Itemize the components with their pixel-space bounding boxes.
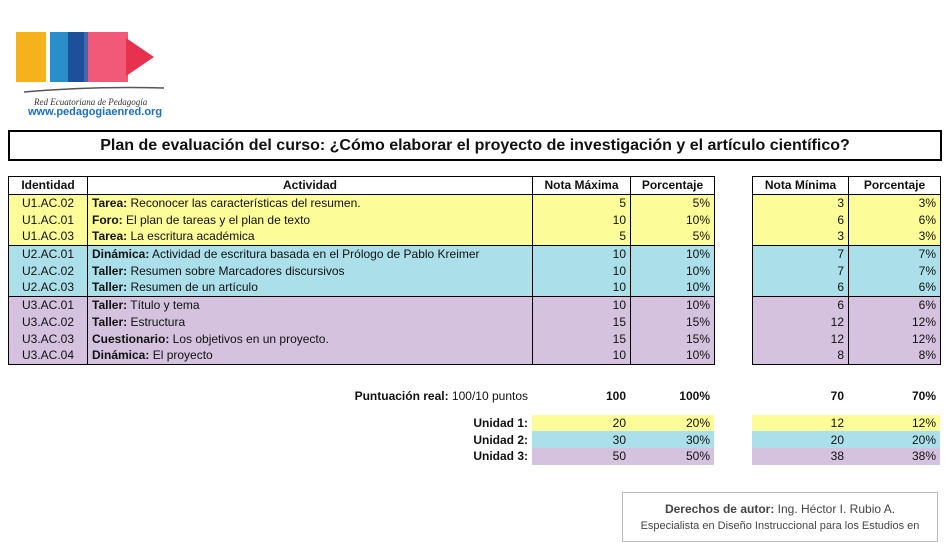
table-row (9, 245, 715, 262)
website-link[interactable]: www.pedagogiaenred.org (28, 106, 163, 118)
activity-id: U3.AC.01 (9, 296, 88, 313)
unit-summary-row (300, 415, 940, 432)
nota-minima: 3 (753, 194, 849, 211)
activity-text: El proyecto (149, 348, 213, 363)
activity-id: U2.AC.02 (9, 262, 88, 279)
table-row (753, 330, 941, 347)
unit-max: 50 (532, 448, 630, 465)
nota-minima: 7 (753, 245, 849, 262)
activity-text: Resumen de un artículo (127, 280, 258, 295)
spacer (714, 431, 752, 448)
activity-cell (88, 228, 533, 245)
nota-maxima: 10 (533, 279, 631, 296)
table-row (9, 314, 715, 331)
unit-label: Unidad 3: (473, 449, 528, 464)
nota-minima: 12 (753, 314, 849, 331)
copyright-label: Derechos de autor: (664, 502, 775, 516)
activity-type: Dinámica: (92, 247, 150, 262)
activity-type: Foro: (92, 212, 123, 227)
header-identidad: Identidad (9, 177, 88, 195)
unit-label: Unidad 2: (473, 432, 528, 447)
evaluation-table (8, 176, 715, 365)
porcentaje: 10% (631, 296, 715, 313)
total-max: 100 (605, 389, 626, 404)
unit-pct: 50% (630, 448, 714, 465)
unit-min: 12 (752, 415, 848, 432)
nota-maxima: 10 (533, 245, 631, 262)
activity-cell (88, 194, 533, 211)
activity-id: U2.AC.01 (9, 245, 88, 262)
table-row (753, 347, 941, 364)
nota-maxima: 15 (533, 314, 631, 331)
copyright-box (622, 492, 938, 542)
spacer (714, 415, 752, 432)
nota-maxima: 10 (533, 296, 631, 313)
porcentaje-minimo: 6% (849, 296, 941, 313)
page-title: Plan de evaluación del curso: ¿Cómo elaborar el proyecto de investigación y el artículo científico? (8, 130, 942, 161)
total-pct: 100% (679, 389, 710, 404)
table-row (9, 211, 715, 228)
nota-minima: 6 (753, 211, 849, 228)
porcentaje: 10% (631, 211, 715, 228)
porcentaje-minimo: 7% (849, 262, 941, 279)
nota-minima: 12 (753, 330, 849, 347)
nota-minima: 3 (753, 228, 849, 245)
activity-text: Resumen sobre Marcadores discursivos (127, 263, 345, 278)
activity-id: U1.AC.01 (9, 211, 88, 228)
porcentaje: 10% (631, 262, 715, 279)
unit-min: 38 (752, 448, 848, 465)
activity-text: La escritura académica (127, 229, 255, 244)
activity-type: Taller: (92, 263, 128, 278)
table-row (753, 228, 941, 245)
table-row (753, 245, 941, 262)
activity-type: Tarea: (92, 196, 128, 211)
activity-cell (88, 262, 533, 279)
header-nota-maxima: Nota Máxima (533, 177, 631, 195)
table-row (9, 228, 715, 245)
porcentaje-minimo: 6% (849, 211, 941, 228)
nota-maxima: 10 (533, 347, 631, 364)
table-row (9, 330, 715, 347)
spacer (714, 448, 752, 465)
table-row (753, 296, 941, 313)
unit-min-pct: 12% (848, 415, 940, 432)
nota-maxima: 15 (533, 330, 631, 347)
table-row (9, 279, 715, 296)
unit-label: Unidad 1: (473, 416, 528, 431)
nota-minima: 6 (753, 296, 849, 313)
activity-type: Taller: (92, 314, 128, 329)
total-min: 70 (830, 389, 844, 404)
activity-cell (88, 279, 533, 296)
activity-text: Los objetivos en un proyecto. (169, 331, 329, 346)
header-nota-minima: Nota Mínima (753, 177, 849, 195)
header-porcentaje: Porcentaje (631, 177, 715, 195)
author-title: Especialista en Diseño Instruccional para los Estudios en (640, 520, 920, 532)
activity-cell (88, 347, 533, 364)
table-row (753, 314, 941, 331)
table-row (753, 262, 941, 279)
unit-max: 30 (532, 431, 630, 448)
unit-min: 20 (752, 431, 848, 448)
table-row (9, 296, 715, 313)
porcentaje: 10% (631, 245, 715, 262)
nota-minima: 8 (753, 347, 849, 364)
porcentaje: 15% (631, 330, 715, 347)
unit-min-pct: 38% (848, 448, 940, 465)
activity-cell (88, 296, 533, 313)
porcentaje: 15% (631, 314, 715, 331)
activity-text: Estructura (127, 314, 186, 329)
header-actividad: Actividad (88, 177, 533, 195)
porcentaje-minimo: 8% (849, 347, 941, 364)
total-row (300, 388, 940, 405)
activity-id: U3.AC.04 (9, 347, 88, 364)
porcentaje-minimo: 12% (849, 330, 941, 347)
porcentaje-minimo: 3% (849, 228, 941, 245)
unit-pct: 20% (630, 415, 714, 432)
unit-max: 20 (532, 415, 630, 432)
table-row (753, 279, 941, 296)
minimum-table (752, 176, 941, 365)
porcentaje: 5% (631, 194, 715, 211)
activity-id: U1.AC.02 (9, 194, 88, 211)
total-min-pct: 70% (911, 389, 936, 404)
activity-cell (88, 314, 533, 331)
activity-text: Título y tema (127, 298, 200, 313)
porcentaje: 10% (631, 347, 715, 364)
porcentaje-minimo: 12% (849, 314, 941, 331)
activity-type: Taller: (92, 280, 128, 295)
activity-cell (88, 245, 533, 262)
header-porcentaje-min: Porcentaje (849, 177, 941, 195)
total-detail: 100/10 puntos (448, 389, 528, 404)
activity-text: Actividad de escritura basada en el Prólogo de Pablo Kreimer (149, 247, 480, 262)
unit-summary-row (300, 431, 940, 448)
unit-pct: 30% (630, 431, 714, 448)
nota-maxima: 5 (533, 194, 631, 211)
nota-maxima: 10 (533, 211, 631, 228)
porcentaje-minimo: 3% (849, 194, 941, 211)
activity-id: U3.AC.03 (9, 330, 88, 347)
activity-type: Tarea: (92, 229, 128, 244)
unit-summary-row (300, 448, 940, 465)
nota-maxima: 10 (533, 262, 631, 279)
activity-type: Cuestionario: (92, 331, 170, 346)
table-row (753, 194, 941, 211)
summary-table (300, 388, 940, 465)
total-label: Puntuación real: (354, 389, 449, 404)
activity-id: U3.AC.02 (9, 314, 88, 331)
activity-cell (88, 211, 533, 228)
unit-min-pct: 20% (848, 431, 940, 448)
porcentaje-minimo: 7% (849, 245, 941, 262)
activity-type: Dinámica: (92, 348, 150, 363)
table-row (9, 194, 715, 211)
activity-cell (88, 330, 533, 347)
nota-minima: 7 (753, 262, 849, 279)
svg-text:Red Ecuatoriana de Pedagogía: Red Ecuatoriana de Pedagogía (34, 97, 148, 107)
porcentaje-minimo: 6% (849, 279, 941, 296)
copyright-author: Ing. Héctor I. Rubio A. (774, 502, 896, 516)
table-row (9, 262, 715, 279)
porcentaje: 10% (631, 279, 715, 296)
activity-id: U2.AC.03 (9, 279, 88, 296)
activity-type: Taller: (92, 298, 128, 313)
table-row (753, 211, 941, 228)
activity-text: Reconocer las características del resumen. (127, 196, 361, 211)
nota-maxima: 5 (533, 228, 631, 245)
nota-minima: 6 (753, 279, 849, 296)
table-row (9, 347, 715, 364)
porcentaje: 5% (631, 228, 715, 245)
activity-text: El plan de tareas y el plan de texto (122, 212, 311, 227)
activity-id: U1.AC.03 (9, 228, 88, 245)
